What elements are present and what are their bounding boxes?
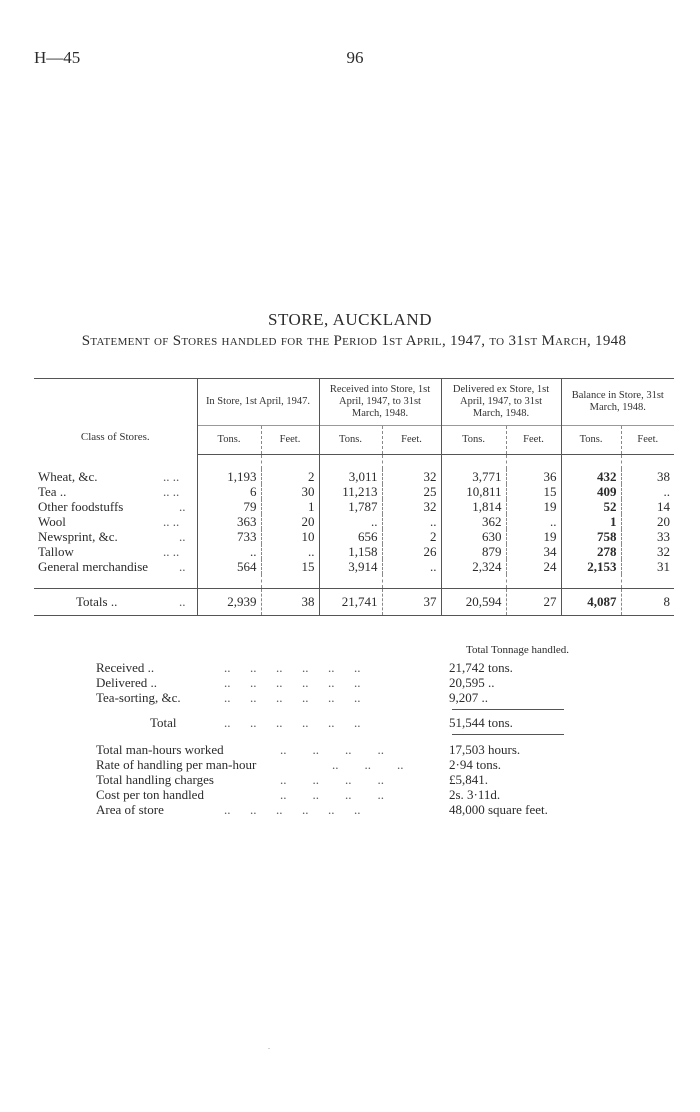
total-cell: 38 <box>261 589 319 616</box>
value-cell: 15 <box>506 484 561 499</box>
leader-dots: .. .. .. .. <box>280 772 384 787</box>
leader-dots: .. .. <box>163 469 180 484</box>
value-cell: 432 <box>561 469 621 484</box>
value-cell: 38 <box>621 469 674 484</box>
leader-dots: .. .. .. .. <box>280 787 384 802</box>
value-cell: 20 <box>621 514 674 529</box>
leader-dots: .. <box>159 589 197 616</box>
table-row <box>34 514 674 529</box>
feet-header: Feet. <box>382 426 441 455</box>
value-cell: 1,158 <box>319 544 382 559</box>
summary-total-value: 51,544 tons. <box>449 715 513 730</box>
value-cell: .. <box>621 484 674 499</box>
group-header-balance: Balance in Store, 31st March, 1948. <box>561 379 674 426</box>
value-cell: 34 <box>506 544 561 559</box>
value-cell: 733 <box>197 529 261 544</box>
summary-label: Delivered .. <box>96 675 158 690</box>
value-cell: 20 <box>261 514 319 529</box>
value-cell: 19 <box>506 529 561 544</box>
summary-value: 9,207 .. <box>449 690 488 705</box>
leader-dots: .. .. .. .. .. .. <box>224 675 361 690</box>
value-cell: 36 <box>506 469 561 484</box>
table-row <box>34 469 674 484</box>
leader-dots: .. .. <box>163 484 180 499</box>
total-cell: 37 <box>382 589 441 616</box>
table-row <box>34 484 674 499</box>
value-cell: 3,011 <box>319 469 382 484</box>
value-cell: 15 <box>261 559 319 574</box>
summary-row <box>34 675 674 690</box>
value-cell: 758 <box>561 529 621 544</box>
stat-label: Total man-hours worked <box>96 742 224 757</box>
footer-mark: . <box>268 1042 270 1051</box>
summary-total-row <box>34 715 674 730</box>
value-cell: 52 <box>561 499 621 514</box>
value-cell: .. <box>382 514 441 529</box>
tons-header: Tons. <box>197 426 261 455</box>
group-header-row <box>34 379 674 426</box>
leader-dots: .. .. .. .. .. .. <box>224 802 361 817</box>
value-cell: 1,787 <box>319 499 382 514</box>
value-cell: 1,814 <box>441 499 506 514</box>
summary-label: Received .. <box>96 660 155 675</box>
page-title: STORE, AUCKLAND <box>268 310 432 329</box>
table-row <box>34 559 674 574</box>
value-cell: 10,811 <box>441 484 506 499</box>
page-subtitle: Statement of Stores handled for the Period 1st April, 1947, to 31st March, 1948 <box>81 333 627 349</box>
class-header: Class of Stores. <box>34 379 197 455</box>
table-row <box>34 499 674 514</box>
value-cell: 362 <box>441 514 506 529</box>
value-cell: 26 <box>382 544 441 559</box>
value-cell: .. <box>319 514 382 529</box>
value-cell: .. <box>382 559 441 574</box>
value-cell: 30 <box>261 484 319 499</box>
value-cell: 1 <box>561 514 621 529</box>
value-cell: 3,914 <box>319 559 382 574</box>
value-cell: .. <box>506 514 561 529</box>
value-cell: 1,193 <box>197 469 261 484</box>
class-cell: General merchandise <box>38 559 149 574</box>
value-cell: 2,153 <box>561 559 621 574</box>
leader-dots: .. .. .. <box>332 757 404 772</box>
totals-row <box>34 589 674 616</box>
feet-header: Feet. <box>621 426 674 455</box>
stat-value: 2·94 tons. <box>449 757 501 772</box>
value-cell: 2 <box>261 469 319 484</box>
stores-table <box>34 378 674 616</box>
class-cell: Other foodstuffs <box>38 499 124 514</box>
class-cell: Wheat, &c. <box>38 469 98 484</box>
value-cell: 879 <box>441 544 506 559</box>
value-cell: 79 <box>197 499 261 514</box>
summary-row <box>34 690 674 705</box>
leader-dots: .. .. .. .. .. .. <box>224 660 361 675</box>
class-cell: Newsprint, &c. <box>38 529 118 544</box>
value-cell: 3,771 <box>441 469 506 484</box>
value-cell: .. <box>261 544 319 559</box>
value-cell: 14 <box>621 499 674 514</box>
group-header-in-store: In Store, 1st April, 1947. <box>197 379 319 426</box>
group-header-received: Received into Store, 1st April, 1947, to 31st March, 1948. <box>319 379 441 426</box>
class-cell: Wool <box>38 514 66 529</box>
tons-header: Tons. <box>561 426 621 455</box>
value-cell: 6 <box>197 484 261 499</box>
value-cell: 32 <box>382 469 441 484</box>
value-cell: 2,324 <box>441 559 506 574</box>
value-cell: 11,213 <box>319 484 382 499</box>
value-cell: 1 <box>261 499 319 514</box>
value-cell: 656 <box>319 529 382 544</box>
leader-dots: .. <box>179 529 186 544</box>
stat-label: Total handling charges <box>96 772 214 787</box>
stat-value: 48,000 square feet. <box>449 802 548 817</box>
summary-value: 20,595 .. <box>449 675 495 690</box>
stat-label: Cost per ton handled <box>96 787 204 802</box>
value-cell: 278 <box>561 544 621 559</box>
stat-value: 17,503 hours. <box>449 742 521 757</box>
subtotal-rule <box>452 709 564 710</box>
summary-row <box>34 660 674 675</box>
class-cell: Tallow <box>38 544 74 559</box>
stat-label: Area of store <box>96 802 164 817</box>
value-cell: 32 <box>382 499 441 514</box>
total-cell: 27 <box>506 589 561 616</box>
value-cell: 31 <box>621 559 674 574</box>
totals-label: Totals .. <box>34 589 159 616</box>
document-reference: H—45 <box>34 48 81 67</box>
value-cell: 32 <box>621 544 674 559</box>
tons-header: Tons. <box>319 426 382 455</box>
stat-row <box>34 742 674 757</box>
class-cell: Tea .. <box>38 484 67 499</box>
page-number: 96 <box>346 48 364 67</box>
leader-dots: .. .. <box>163 544 180 559</box>
stat-value: 2s. 3·11d. <box>449 787 501 802</box>
stat-label: Rate of handling per man-hour <box>96 757 257 772</box>
stat-row <box>34 802 674 817</box>
stat-value: £5,841. <box>449 772 488 787</box>
leader-dots: .. .. .. .. .. .. <box>224 690 361 705</box>
table-row <box>34 544 674 559</box>
table-row <box>34 529 674 544</box>
total-cell: 4,087 <box>561 589 621 616</box>
value-cell: 25 <box>382 484 441 499</box>
summary-label: Tea-sorting, &c. <box>96 690 181 705</box>
total-cell: 8 <box>621 589 674 616</box>
stat-row <box>34 772 674 787</box>
feet-header: Feet. <box>506 426 561 455</box>
total-cell: 21,741 <box>319 589 382 616</box>
leader-dots: .. <box>179 499 186 514</box>
leader-dots: .. .. .. .. <box>280 742 384 757</box>
value-cell: 19 <box>506 499 561 514</box>
leader-dots: .. .. .. .. .. .. <box>224 715 361 730</box>
tons-header: Tons. <box>441 426 506 455</box>
value-cell: 33 <box>621 529 674 544</box>
feet-header: Feet. <box>261 426 319 455</box>
summary-total-label: Total <box>150 715 177 730</box>
leader-dots: .. .. <box>163 514 180 529</box>
leader-dots: .. <box>179 559 186 574</box>
summary-column-header: Total Tonnage handled. <box>466 644 570 656</box>
value-cell: 24 <box>506 559 561 574</box>
summary-value: 21,742 tons. <box>449 660 513 675</box>
stat-row <box>34 787 674 802</box>
total-cell: 20,594 <box>441 589 506 616</box>
total-cell: 2,939 <box>197 589 261 616</box>
value-cell: 363 <box>197 514 261 529</box>
stat-row <box>34 757 674 772</box>
value-cell: .. <box>197 544 261 559</box>
value-cell: 409 <box>561 484 621 499</box>
value-cell: 10 <box>261 529 319 544</box>
value-cell: 630 <box>441 529 506 544</box>
total-rule <box>452 734 564 735</box>
tonnage-summary <box>34 644 674 844</box>
value-cell: 2 <box>382 529 441 544</box>
value-cell: 564 <box>197 559 261 574</box>
group-header-delivered: Delivered ex Store, 1st April, 1947, to 31st March, 1948. <box>441 379 561 426</box>
